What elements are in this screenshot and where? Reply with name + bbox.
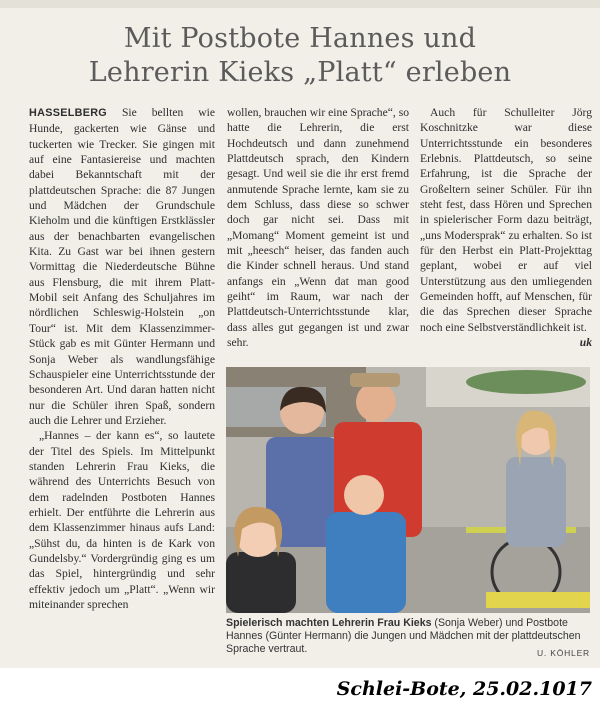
boy-face	[344, 475, 384, 515]
girl-left-jacket	[226, 552, 296, 613]
article-paragraph: wollen, brauchen wir eine Sprache“, so hatte die Lehrerin, die erst Hochdeutsch und dann zunehmend Plattdeutsch sprach, den Kindern gesagt. Und weil sie die ihr erst fremd anmutende Sprache lernte, kam sie zu dem Schluss, dass diese so schwer doch gar nicht sei. Dass mit „Momang“ Moment gemeint ist und mit „heesch“ heiser, das fanden auch die Kinder schnell heraus. Und stand anfangs ein „Wenn dat man good geiht“ im Raum, war nach der Plattdeutsch-Unterrichtsstunde klar, dass alles gut gegangen ist und zwar sehr.	[227, 106, 409, 350]
headline	[0, 22, 600, 90]
photo-illustration	[226, 367, 590, 613]
yellow-basket	[486, 592, 590, 608]
green-umbrella	[466, 370, 586, 394]
top-rule	[0, 0, 600, 8]
caption-text: (Sonja Weber) und Postbote Hannes (Günter Hermann) die Jungen und Mädchen mit der plattdeutschen Sprache vertraut.	[226, 617, 581, 655]
article-column-1	[29, 105, 215, 612]
author-initials: uk	[579, 336, 592, 350]
paragraph-text: Sie bellten wie Hunde, gackerten wie Gänse und tuckerten wie Trecker. Sie gingen mit auf eine Fantasiereise und machten dabei Bekanntschaft mit der plattdeutschen Sprache: die 87 Jungen und Mädchen der Grundschule Kieholm und die künftigen Erstklässler aus der benachbarten evangelischen Kita. Zu Gast war bei ihnen gestern Vormittag die Niederdeutsche Bühne aus Flensburg, die mit ihrem Platt-Mobil seit Anfang des Schuljahres im nördlichen Schleswig-Holstein „on Tour“ ist. Mit dem Klassenzimmer-Stück gab es mit Günter Hermann und Sonja Weber als wandlungsfähige Schauspieler eine Unterrichtsstunde der besonderen Art. Und daran hatten nicht nur die Schüler ihren Spaß, sondern auch die Lehrer und Erzieher.	[29, 106, 215, 427]
article-column-3	[420, 105, 592, 351]
caption-bold-text: Spielerisch machten Lehrerin Frau Kieks	[226, 617, 432, 629]
headline-line-1: Mit Postbote Hannes und	[123, 23, 477, 54]
article-paragraph: „Hannes – der kann es“, so lautete der Titel des Spiels. Im Mittelpunkt standen Lehrerin Frau Kieks, die während des Unterrichts Besuch von dem radelnden Postboten Hannes erhielt. Der entführte die Lehrerin aus dem Klassenzimmer hinaus aufs Land: „Sühst du, da hinten is de Kark von Gundelsby.“ Vordergründig ging es um das Spiel, hintergründig und sehr effektiv jedoch um „Platt“. „Wenn wir miteinander sprechen	[29, 429, 215, 611]
article-column-2	[227, 105, 409, 351]
photo-credit: U. KÖHLER	[536, 648, 590, 658]
source-label: Schlei-Bote, 25.02.1017	[336, 678, 592, 700]
dateline: HASSELBERG	[29, 107, 107, 119]
boy-jacket	[326, 512, 406, 613]
headline-line-2: Lehrerin Kieks „Platt“ erleben	[88, 57, 512, 88]
photo-caption	[226, 617, 590, 656]
article-paragraph	[29, 105, 215, 428]
article-paragraph	[420, 105, 592, 350]
article-photo	[226, 367, 590, 613]
paragraph-text: Auch für Schulleiter Jörg Koschnitzke war diese Unterrichtsstunde ein besonderes Erlebnis. Plattdeutsch, so seine Erfahrung, ist die Sprache der Großeltern seiner Schüler. Für ihn steht fest, dass Hören und Sprechen in spielerischer Form dazu beiträgt, „uns Modersprak“ zu erhalten. So ist für den Herbst ein Platt-Projekttag geplant, wobei er auf viel Unterstützung aus den umliegenden Gemeinden hofft, auf Menschen, für die das Sprechen dieser Sprache noch eine Selbstverständlichkeit ist.	[420, 106, 592, 334]
girl-right-body	[506, 457, 566, 547]
postman-face	[356, 382, 396, 422]
postman-cap	[350, 373, 400, 387]
